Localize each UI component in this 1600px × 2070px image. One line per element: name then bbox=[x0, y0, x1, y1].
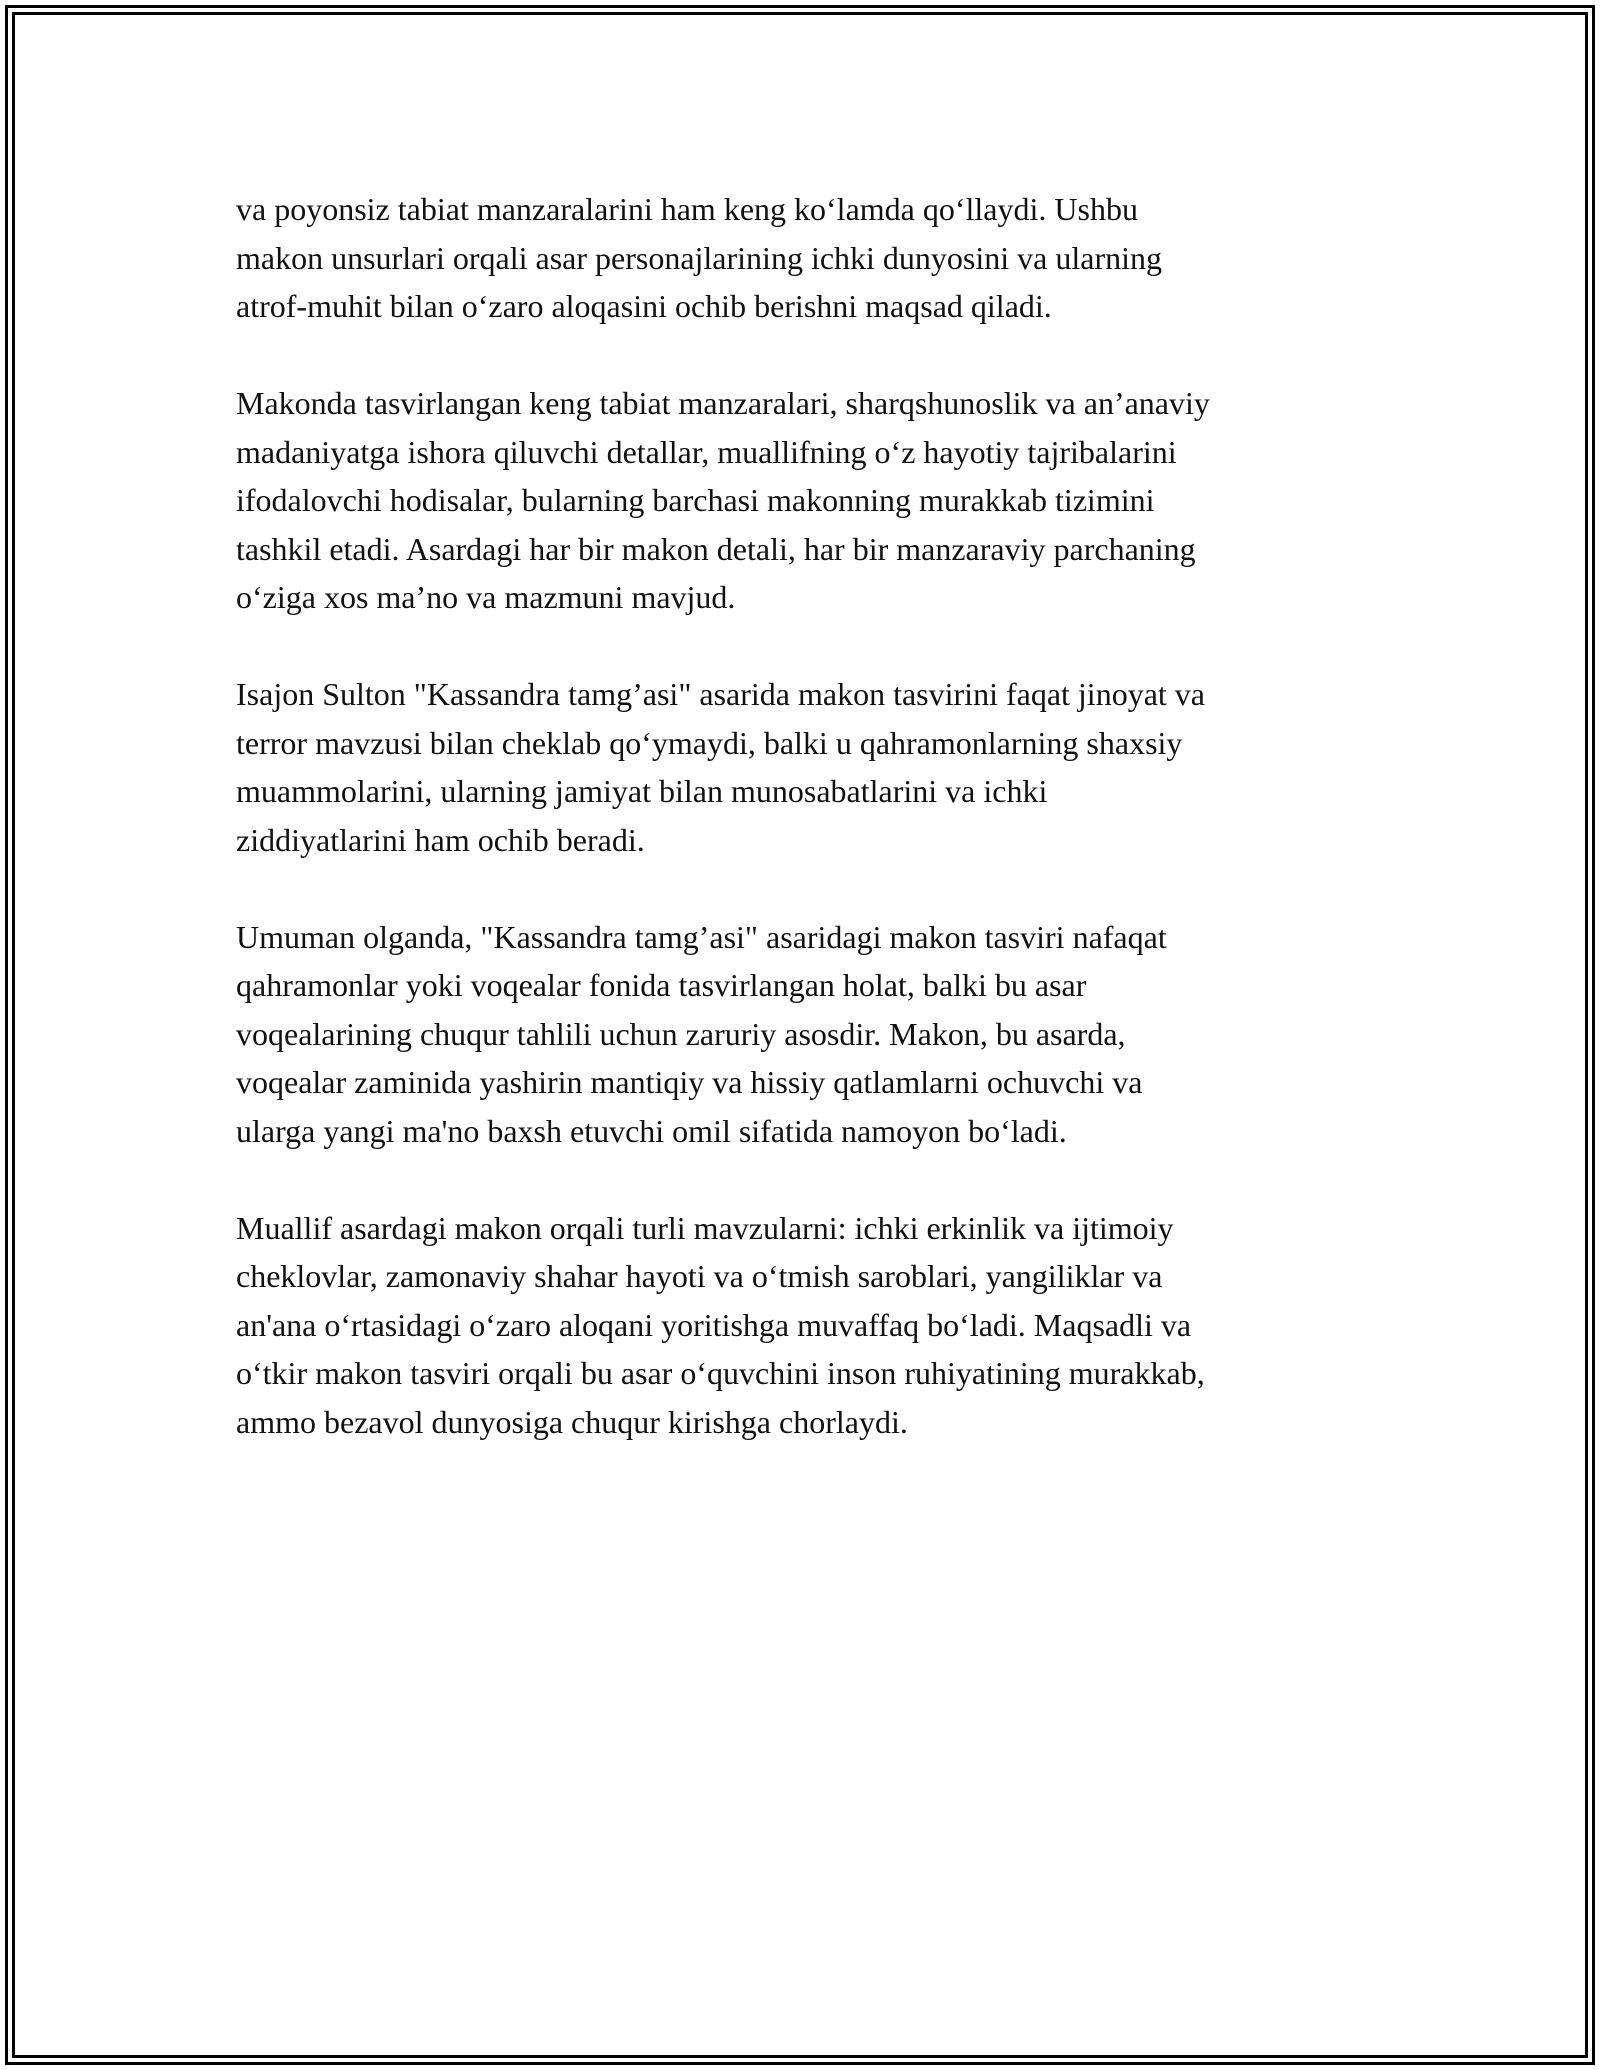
paragraph-5: Muallif asardagi makon orqali turli mavzularni: ichki erkinlik va ijtimoiy cheklovlar, zamonaviy shahar hayoti va o‘tmish saroblari, yangiliklar va an'ana o‘rtasidagi o‘zaro aloqani yoritishga muvaffaq bo‘ladi. Maqsadli va o‘tkir makon tasviri orqali bu asar o‘quvchini inson ruhiyatining murakkab, ammo bezavol dunyosiga chuqur kirishga chorlaydi. bbox=[236, 1209, 1205, 1440]
paragraph-2: Makonda tasvirlangan keng tabiat manzaralari, sharqshunoslik va an’anaviy madaniyatga ishora qiluvchi detallar, muallifning o‘z hayotiy tajribalarini ifodalovchi hodisalar, bularning barchasi makonning murakkab tizimini tashkil etadi. Asardagi har bir makon detali, har bir manzaraviy parchaning o‘ziga xos ma’no va mazmuni mavjud. bbox=[236, 385, 1210, 615]
paragraph-1: va poyonsiz tabiat manzaralarini ham keng ko‘lamda qo‘llaydi. Ushbu makon unsurlari orqali asar personajlarining ichki dunyosini va ularning atrof-muhit bilan o‘zaro aloqasini ochib berishni maqsad qiladi. bbox=[236, 191, 1162, 324]
paragraph-3: Isajon Sulton "Kassandra tamg’asi" asarida makon tasvirini faqat jinoyat va terror mavzusi bilan cheklab qo‘ymaydi, balki u qahramonlarning shaxsiy muammolarini, ularning jamiyat bilan munosabatlarini va ichki ziddiyatlarini ham ochib beradi. bbox=[236, 676, 1205, 858]
document-body bbox=[236, 185, 1366, 1495]
paragraph-4: Umuman olganda, "Kassandra tamg’asi" asaridagi makon tasviri nafaqat qahramonlar yoki voqealar fonida tasvirlangan holat, balki bu asar voqealarining chuqur tahlili uchun zaruriy asosdir. Makon, bu asarda, voqealar zaminida yashirin mantiqiy va hissiy qatlamlarni ochuvchi va ularga yangi ma'no baxsh etuvchi omil sifatida namoyon bo‘ladi. bbox=[236, 918, 1167, 1149]
